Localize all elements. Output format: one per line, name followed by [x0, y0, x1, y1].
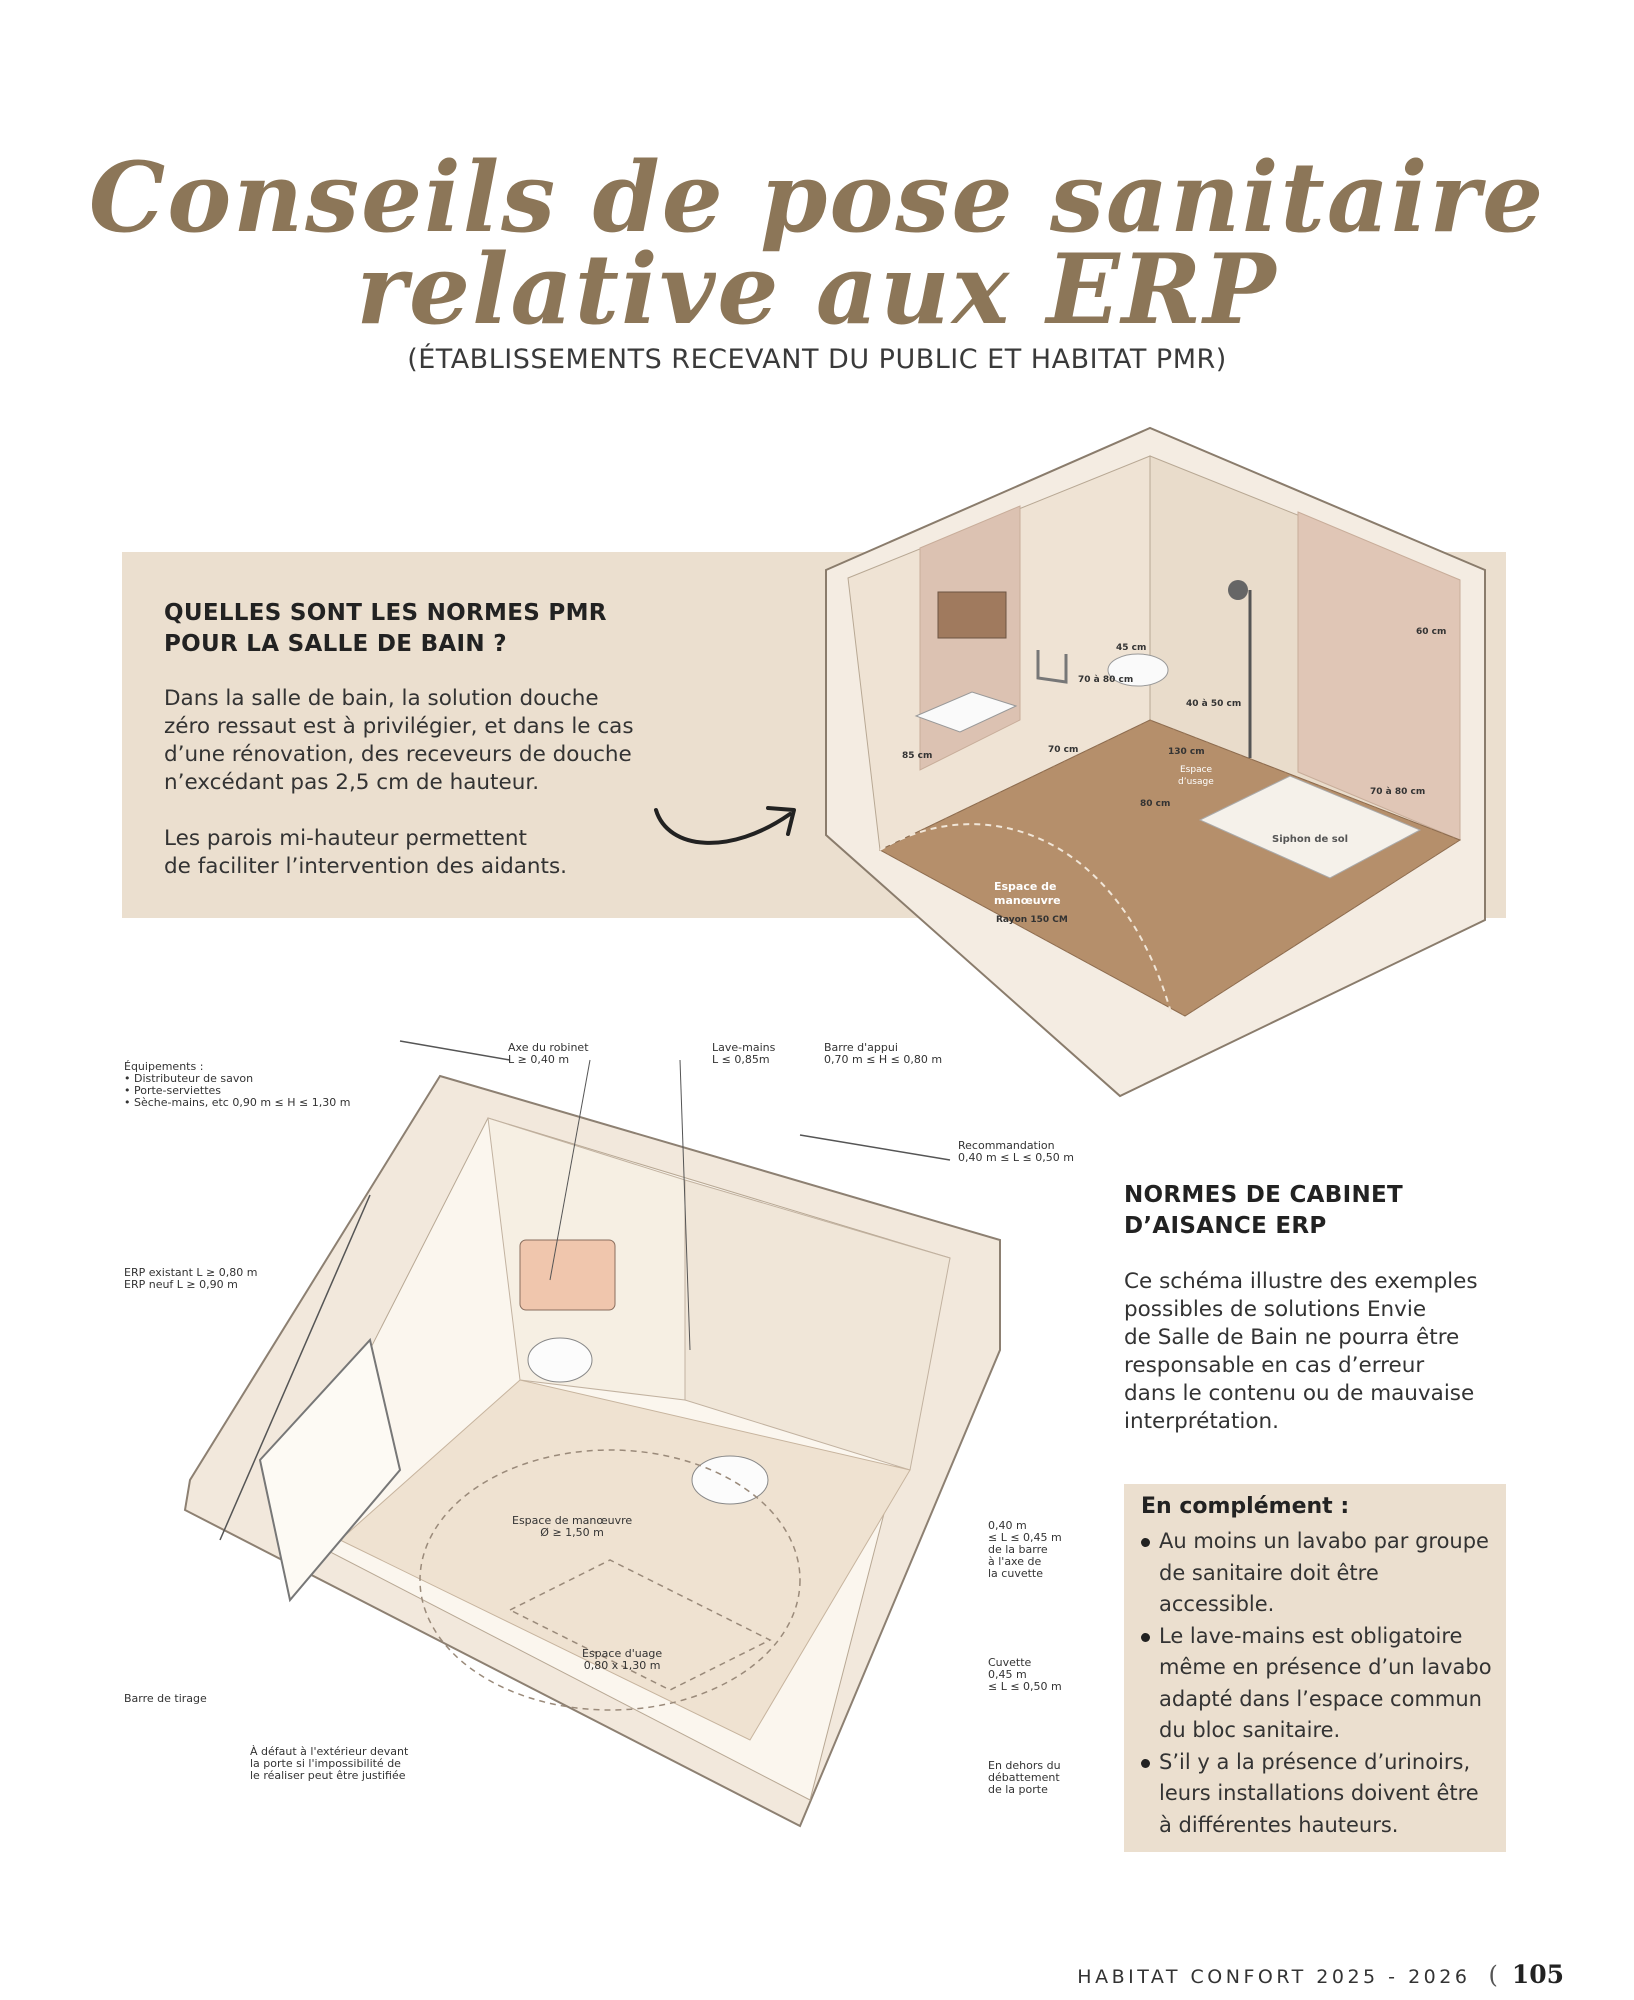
page-number: 105 — [1511, 1960, 1564, 1989]
dim-45cm-label: 45 cm — [1116, 643, 1147, 653]
bullet-icon — [1141, 1759, 1150, 1768]
page-title-line1: Conseils de pose sanitaire — [88, 141, 1546, 254]
complement-heading: En complément : — [1141, 1494, 1350, 1519]
dim-70cm-label: 70 cm — [1048, 745, 1079, 755]
debattement-label: En dehors du débattement de la porte — [988, 1759, 1061, 1796]
rayon-label: Rayon 150 CM — [996, 915, 1068, 925]
bathroom-section-heading: QUELLES SONT LES NORMES PMR POUR LA SALLE DE BAIN ? — [164, 600, 607, 657]
bathroom-section-paragraph-2: Les parois mi-hauteur permettent de faciliter l’intervention des aidants. — [164, 826, 567, 879]
usage-space-label: Espace d'uage 0,80 x 1,30 m — [582, 1647, 663, 1672]
siphon-label: Siphon de sol — [1272, 834, 1349, 845]
usage-space-label-1: Espace — [1180, 765, 1213, 775]
bathroom-illustration — [820, 420, 1520, 1100]
magazine-name: HABITAT CONFORT 2025 - 2026 — [1077, 1966, 1471, 1988]
cuvette-label: Cuvette 0,45 m ≤ L ≤ 0,50 m — [988, 1656, 1062, 1693]
wc-section-paragraph: Ce schéma illustre des exemples possibles de solutions Envie de Salle de Bain ne pourra être responsable en cas d’erreur dans le contenu ou de mauvaise interprétation. — [1124, 1269, 1478, 1434]
page-title-line2: relative aux ERP — [356, 233, 1278, 346]
manoeuvre-label-2: manœuvre — [994, 894, 1061, 907]
wc-section-heading: NORMES DE CABINET D’AISANCE ERP — [1124, 1182, 1404, 1239]
dim-60cm-label: 60 cm — [1416, 627, 1447, 637]
defaut-label: À défaut à l'extérieur devant la porte si l'impossibilité de le réaliser peut être justifiée — [250, 1745, 409, 1782]
erp-largeur-label: ERP existant L ≥ 0,80 m ERP neuf L ≥ 0,90 m — [124, 1266, 258, 1291]
bullet-icon — [1141, 1538, 1150, 1547]
dim-85cm-label: 85 cm — [902, 751, 933, 761]
page-subtitle: (ÉTABLISSEMENTS RECEVANT DU PUBLIC ET HABITAT PMR) — [407, 344, 1227, 375]
equipements-label: Équipements : • Distributeur de savon • Porte-serviettes • Sèche-mains, etc 0,90 m ≤ H ≤ 1,30 m — [124, 1060, 351, 1109]
complement-item: S’il y a la présence d’urinoirs, leurs installations doivent être à différentes hauteurs. — [1139, 1747, 1494, 1842]
complement-item: Au moins un lavabo par groupe de sanitaire doit être accessible. — [1139, 1526, 1494, 1621]
usage-space-label-2: d’usage — [1178, 777, 1214, 787]
footer-separator: ( — [1488, 1961, 1498, 1989]
complement-list — [1139, 1526, 1494, 1841]
recommandation-label: Recommandation 0,40 m ≤ L ≤ 0,50 m — [958, 1139, 1074, 1164]
wc-illustration — [150, 1040, 1050, 1840]
manoeuvre-label-1: Espace de — [994, 880, 1057, 893]
curved-arrow-icon — [650, 790, 810, 870]
axe-robinet-label: Axe du robinet L ≥ 0,40 m — [508, 1041, 589, 1066]
barre-tirage-label: Barre de tirage — [124, 1692, 207, 1705]
dim-80cm-label: 80 cm — [1140, 799, 1171, 809]
complement-box — [1124, 1484, 1506, 1852]
dim-70-80cm-right-label: 70 à 80 cm — [1370, 787, 1426, 797]
barre-axe-label: 0,40 m ≤ L ≤ 0,45 m de la barre à l'axe de la cuvette — [988, 1519, 1062, 1580]
bullet-icon — [1141, 1633, 1150, 1642]
bathroom-section-paragraph-1: Dans la salle de bain, la solution douche zéro ressaut est à privilégier, et dans le cas d’une rénovation, des receveurs de douche n’excédant pas 2,5 cm de hauteur. — [164, 686, 634, 795]
lave-mains-label: Lave-mains L ≤ 0,85m — [712, 1041, 776, 1066]
barre-appui-label: Barre d'appui 0,70 m ≤ H ≤ 0,80 m — [824, 1041, 943, 1066]
dim-70-80cm-label: 70 à 80 cm — [1078, 675, 1134, 685]
manoeuvre-space-label: Espace de manœuvre Ø ≥ 1,50 m — [512, 1514, 633, 1539]
page-footer — [1077, 1960, 1564, 1989]
complement-item: Le lave-mains est obligatoire même en présence d’un lavabo adapté dans l’espace commun du bloc sanitaire. — [1139, 1621, 1494, 1747]
dim-130cm-label: 130 cm — [1168, 747, 1205, 757]
dim-40-50cm-label: 40 à 50 cm — [1186, 699, 1242, 709]
